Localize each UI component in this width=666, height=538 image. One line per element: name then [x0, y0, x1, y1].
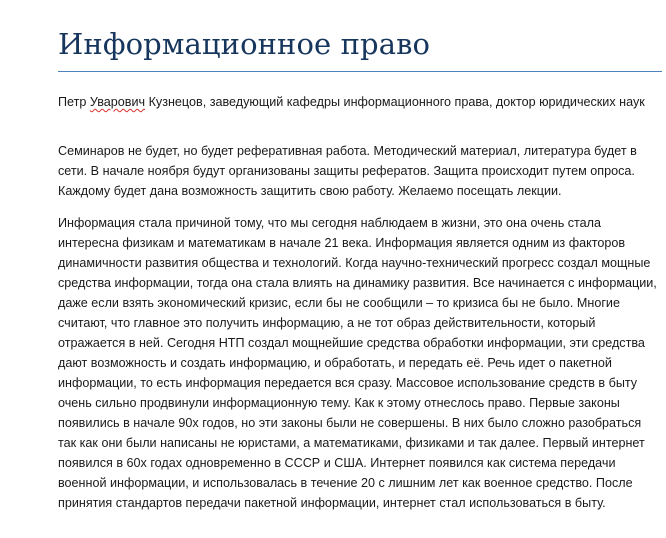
main-paragraph: Информация стала причиной тому, что мы сегодня наблюдаем в жизни, это она очень стала интересна физикам и математикам в начале 21 века. Информация является одним из факторов динамичности развития общества и технологий. Когда научно-технический прогресс создал мощные средства информации, тогда она стала влиять на динамику развития. Все начинается с информации, даже если взять экономический кризис, если бы не сообщили – то кризиса бы не было. Многие считают, что главное это получить информацию, а не тот образ действительности, который отражается в ней. Сегодня НТП создал мощнейшие средства обработки информации, эти средства дают возможность и создать информацию, и обработать, и передать её. Речь идет о пакетной информации, то есть информация передается вся сразу. Массовое использование средств в быту очень сильно продвинули информационную тему. Как к этому отнеслось право. Первые законы появились в начале 90х годов, но эти законы были не совершены. В них было сложно разобраться так как они были написаны не юристами, а математиками, физиками и так далее. Первый интернет появился в 60х годах одновременно в СССР и США. Интернет появился как система передачи военной информации, и использовалась в течение 20 с лишним лет как военное средство. После принятия стандартов передачи пакетной информации, интернет стал использоваться в быту. [58, 216, 657, 510]
author-paragraph [58, 92, 662, 112]
document-title: Информационное право [58, 27, 431, 61]
intro-paragraph: Семинаров не будет, но будет реферативная работа. Методический материал, литература будет в сети. В начале ноября будут организованы защиты рефератов. Защита происходит путем опроса. Каждому будет дана возможность защитить свою работу. Желаемо посещать лекции. [58, 144, 637, 198]
author-patronymic-misspelled: Уварович [89, 95, 146, 109]
author-description: Кузнецов, заведующий кафедры информационного права, доктор юридических наук [148, 95, 645, 109]
author-first-name: Петр [58, 95, 87, 109]
title-underline-rule [58, 71, 662, 72]
